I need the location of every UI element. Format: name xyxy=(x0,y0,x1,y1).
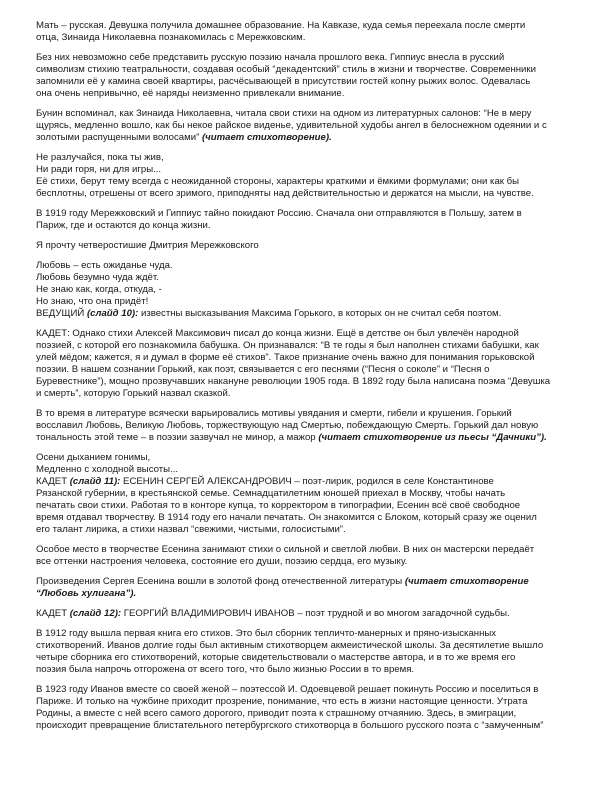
line-text: КАДЕТ: Однако стихи Алексей Максимович писал до конца жизни. Ещё в детстве он был увлечён народной xyxy=(36,328,519,339)
text-line xyxy=(36,420,538,432)
line-text: его талант лирика, а стихи назвал “свежими, чистыми, голосистыми”. xyxy=(36,524,346,535)
text-line xyxy=(36,408,512,420)
line-text: Произведения Сергея Есенина вошли в золотой фонд отечественной литературы xyxy=(36,576,405,587)
text-line xyxy=(36,240,259,252)
line-text: Не разлучайся, пока ты жив, xyxy=(36,152,164,163)
line-text: КАДЕТ xyxy=(36,476,70,487)
text-line xyxy=(36,512,537,524)
line-text: печатать свои стихи. Работая то в конторе купца, то корректором в типографии, Есенин всё своё свободное xyxy=(36,500,521,511)
line-text: Рязанской губернии, в крестьянской семье. Семнадцатилетним юношей приехал в Москву, чтобы начать xyxy=(36,488,506,499)
line-text: ГЕОРГИЙ ВЛАДИМИРОВИЧ ИВАНОВ – поэт трудной и во многом загадочной судьбы. xyxy=(121,608,510,619)
text-line xyxy=(36,188,534,200)
line-text: бесплотны, отрешены от всего зримого, приподняты над действительностью и держатся на мысли, на чувстве. xyxy=(36,188,534,199)
line-text: поэзией, с которой его познакомила бабушка. Он признавался: “В те годы я был наполнен стихами бабушки, как xyxy=(36,340,539,351)
text-line xyxy=(36,708,516,720)
line-text: символизм стихию театральности, создавая особый “декадентский” стиль в жизни и творчестве. Современники xyxy=(36,64,536,75)
text-line xyxy=(36,32,305,44)
line-text: Родины, а вместе с ней всего самого дорогого, приводит поэта к страшному отчаянию. Здесь, в эмиграции, xyxy=(36,708,517,719)
line-text: тональность этой теме – в поэзии зазвучал не минор, а мажор xyxy=(36,432,319,443)
line-text: она очень непривычно, её наряды неизменно привлекали внимание. xyxy=(36,88,345,99)
line-text: Бунин вспоминал, как Зинаида Николаевна, читала свои стихи на одном из литературных салонов: “Не в меру xyxy=(36,108,532,119)
line-text: В то время в литературе всячески варьировались мотивы увядания и смерти, гибели и крушения. Горький xyxy=(36,408,512,419)
line-text: улей мёдом; кажется, я и думал в форме её стихов”. Такое признание очень важно для понимания горьковской xyxy=(36,352,535,363)
text-line xyxy=(36,208,522,220)
text-line xyxy=(36,388,231,400)
text-line xyxy=(36,684,538,696)
text-line xyxy=(36,132,332,144)
line-text: КАДЕТ xyxy=(36,608,70,619)
line-text: все оттенки настроения человека, состояние его души, поэзию сердца, его музыку. xyxy=(36,556,408,567)
line-text: известны высказывания Максима Горького, в которых он не считал себя поэтом. xyxy=(138,308,502,319)
line-text: Буревестнике”), мощно прозвучавших накануне революции 1905 года. В 1892 году была написана поэма “Девушка xyxy=(36,376,551,387)
text-line xyxy=(36,664,414,676)
text-line xyxy=(36,500,520,512)
text-line xyxy=(36,328,519,340)
text-line xyxy=(36,340,539,352)
stage-direction: “Любовь хулигана”). xyxy=(36,588,137,599)
text-line xyxy=(36,364,489,376)
text-line xyxy=(36,20,525,32)
text-line xyxy=(36,640,543,652)
line-text: поэзии. В нашем сознании Горький, как поэт, связывается с его песнями (“Песня о соколе” и “Песня о xyxy=(36,364,490,375)
line-text: восславил Любовь, Великую Любовь, торжествующую над Смертью, побеждающую Смерть. Горький дал новую xyxy=(36,420,539,431)
line-text: ЕСЕНИН СЕРГЕЙ АЛЕКСАНДРОВИЧ – поэт-лирик, родился в селе Константинове xyxy=(120,476,494,487)
text-line xyxy=(36,352,534,364)
stage-direction: (читает стихотворение). xyxy=(201,132,332,143)
text-line xyxy=(36,64,536,76)
line-text: Любовь – есть ожиданье чуда. xyxy=(36,260,173,271)
line-text: Я прочту четверостишие Дмитрия Мережковского xyxy=(36,240,259,251)
text-line xyxy=(36,452,150,464)
text-line xyxy=(36,88,344,100)
line-text: поэзия была напрочь отгорожена от всего того, что было жизнью России в то время. xyxy=(36,664,415,675)
stage-direction: (читает стихотворение xyxy=(404,576,529,587)
line-text: отца, Зинаида Николаевна познакомилась с Мережковским. xyxy=(36,32,306,43)
text-line xyxy=(36,628,496,640)
text-line xyxy=(36,488,505,500)
text-line xyxy=(36,76,530,88)
text-line xyxy=(36,556,407,568)
line-text: Без них невозможно себе представить русскую поэзию начала прошлого века. Гиппиус внесла в русский xyxy=(36,52,505,63)
line-text: происходит превращение блистательного петербургского стихотворца в большого русского поэта с “замученным” xyxy=(36,720,544,731)
line-text: В 1919 году Мережковский и Гиппиус тайно покидают Россию. Сначала они отправляются в Польшу, затем в xyxy=(36,208,522,219)
text-line xyxy=(36,588,136,600)
line-text: Любовь безумно чуда ждёт. xyxy=(36,272,159,283)
text-line xyxy=(36,272,159,284)
stage-direction: (слайд 10): xyxy=(86,308,139,319)
line-text: Мать – русская. Девушка получила домашнее образование. На Кавказе, куда семья переехала после смерти xyxy=(36,20,526,31)
text-line xyxy=(36,576,529,588)
line-text: стихотворений. Иванов долгие годы был активным стихотворцем акмеистической школы. За десятилетие вышло xyxy=(36,640,544,651)
text-line xyxy=(36,220,211,232)
text-line xyxy=(36,464,178,476)
line-text: В 1923 году Иванов вместе со своей женой – поэтессой И. Одоевцевой решает покинуть Россию и поселиться в xyxy=(36,684,539,695)
text-line xyxy=(36,164,161,176)
line-text: Осени дыханием гонимы, xyxy=(36,452,151,463)
text-line xyxy=(36,52,504,64)
stage-direction: (слайд 12): xyxy=(69,608,122,619)
text-line xyxy=(36,308,501,320)
text-line xyxy=(36,260,173,272)
stage-direction: (читает стихотворение из пьесы “Дачники”). xyxy=(318,432,547,443)
line-text: Её стихи, берут тему всегда с неожиданной стороны, характеры краткими и ёмкими формулами; они как бы xyxy=(36,176,520,187)
line-text: щурясь, медленно вошло, как бы некое райское виденье, удивительной худобы ангел в белоснежном одеянии и с xyxy=(36,120,547,131)
text-line xyxy=(36,720,543,732)
text-line xyxy=(36,120,547,132)
line-text: В 1912 году вышла первая книга его стихов. Это был сборник тепличто-манерных и пряно-изысканных xyxy=(36,628,497,639)
line-text: Не знаю как, когда, откуда, - xyxy=(36,284,162,295)
text-line xyxy=(36,608,510,620)
line-text: ВЕДУЩИЙ xyxy=(36,308,87,319)
line-text: время отдавал творчеству. В 1914 году его начали печатать. Он знакомится с Блоком, который сразу же оценил xyxy=(36,512,537,523)
text-line xyxy=(36,652,515,664)
text-line xyxy=(36,432,547,444)
text-line xyxy=(36,696,527,708)
text-line xyxy=(36,176,519,188)
line-text: Медленно с холодной высоты... xyxy=(36,464,179,475)
text-line xyxy=(36,284,162,296)
text-line xyxy=(36,524,346,536)
text-line xyxy=(36,152,164,164)
text-line xyxy=(36,376,550,388)
text-line xyxy=(36,108,531,120)
line-text: Но знаю, что она придёт! xyxy=(36,296,149,307)
text-line xyxy=(36,476,494,488)
line-text: золотыми распущенными волосами” xyxy=(36,132,202,143)
text-line xyxy=(36,544,534,556)
stage-direction: (слайд 11): xyxy=(69,476,121,487)
line-text: Париж, где и остаются до конца жизни. xyxy=(36,220,211,231)
line-text: четыре сборника его стихотворений, которые свидетельствовали о мастерстве автора, и в то же время его xyxy=(36,652,516,663)
line-text: Ни ради горя, ни для игры... xyxy=(36,164,162,175)
text-line xyxy=(36,296,148,308)
line-text: запомнили её у камина своей квартиры, расчёсывающей в присутствии гостей копну рыжих волос. Одевалась xyxy=(36,76,531,87)
line-text: Париже. И только на чужбине приходит прозрение, понимание, что есть в жизни настоящие ценности. Утрата xyxy=(36,696,528,707)
line-text: и смерть”, которую Горький назвал сказкой. xyxy=(36,388,231,399)
line-text: Особое место в творчестве Есенина занимают стихи о сильной и светлой любви. В них он мастерски передаёт xyxy=(36,544,535,555)
